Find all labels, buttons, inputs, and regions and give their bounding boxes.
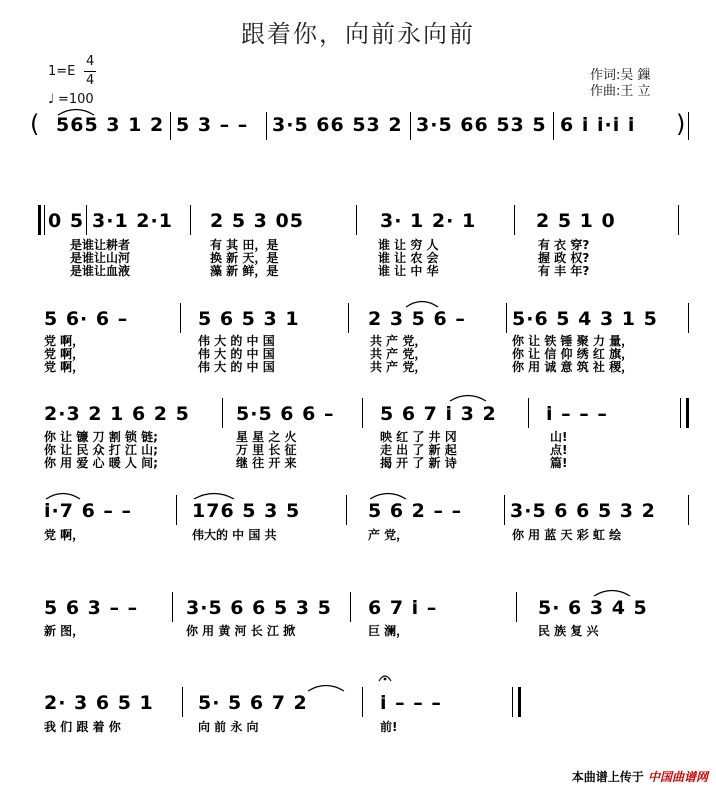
row3-lyric-1a: 你 让 镰 刀 割 锁 链; (44, 430, 158, 444)
row1-measure-4: 3· 1 2· 1 (380, 210, 477, 232)
row1-lyric-1d: 有 衣 穿? (538, 238, 590, 252)
row2-measure-1: 5 6· 6 – (44, 308, 129, 330)
slur-arc (368, 490, 408, 500)
row6-measure-3: i – – – (380, 692, 442, 714)
row5-lyric-1b: 你 用 黄 河 长 江 掀 (186, 624, 296, 638)
barline (528, 398, 529, 428)
row5-measure-3: 6 7 i – (368, 597, 438, 619)
row3-measure-3: 5 6 7 i 3 2 (380, 403, 497, 425)
row1-lyric-2c: 谁 让 农 会 (378, 251, 439, 265)
row1-lyric-3b: 藻 新 鲜，是 (210, 264, 279, 278)
row3-measure-4: i – – – (546, 403, 608, 425)
barline (346, 495, 347, 525)
row4-measure-1: i·7 6 – – (44, 500, 133, 522)
row6-measure-1: 2· 3 6 5 1 (44, 692, 154, 714)
row4-lyric-1c: 产 党， (368, 528, 409, 542)
barline (514, 205, 515, 235)
footer-text: 本曲谱上传于 (571, 770, 644, 784)
row3-lyric-3c: 揭 开 了 新 诗 (380, 456, 457, 470)
repeat-start-barline (38, 205, 41, 235)
barline (350, 592, 351, 622)
row3-lyric-2c: 走 出 了 新 起 (380, 443, 457, 457)
row2-lyric-3b: 伟 大 的 中 国 (198, 360, 275, 374)
lyricist: 作词:吴 鏁 (590, 68, 651, 83)
barline (688, 495, 689, 525)
intro-measure-1: 565 3 1 2 (56, 114, 165, 136)
upload-footer (572, 768, 708, 785)
row1-lyric-1a: 是谁让耕者 (70, 238, 131, 252)
row1-lyric-3c: 谁 让 中 华 (378, 264, 439, 278)
row3-lyric-2a: 你 让 民 众 打 江 山; (44, 443, 158, 457)
row2-measure-2: 5 6 5 3 1 (198, 308, 300, 330)
row2-lyric-1d: 你 让 铁 锤 聚 力 量， (512, 334, 634, 348)
repeat-end-barline (686, 398, 689, 428)
row1-measure-2: 3·1 2·1 (92, 210, 173, 232)
barline (182, 687, 183, 717)
row4-measure-2: 176 5 3 5 (192, 500, 301, 522)
row1-lyric-1b: 有 其 田，是 (210, 238, 279, 252)
row3-lyric-2b: 万 里 长 征 (236, 443, 297, 457)
row2-lyric-2c: 共 产 党， (370, 347, 427, 361)
row2-lyric-3d: 你 用 诚 意 筑 社 稷， (512, 360, 634, 374)
row2-lyric-2d: 你 让 信 仰 绣 红 旗， (512, 347, 634, 361)
tempo-marking: =100 (58, 92, 94, 107)
row1-lyric-2b: 换 新 天，是 (210, 251, 279, 265)
slur-arc (404, 298, 440, 308)
row1-measure-3: 2 5 3 05 (210, 210, 304, 232)
row6-lyric-1c: 前! (380, 720, 398, 734)
row6-lyric-1a: 我 们 跟 着 你 (44, 720, 121, 734)
row5-measure-4: 5· 6 3 4 5 (538, 597, 648, 619)
row4-lyric-1b: 伟大的 中 国 共 (192, 528, 277, 542)
row2-measure-4: 5·6 5 4 3 1 5 (512, 308, 658, 330)
row1-lyric-3a: 是谁让血液 (70, 264, 131, 278)
barline (44, 205, 45, 235)
row3-lyric-3d: 篇! (550, 456, 568, 470)
row2-lyric-2b: 伟 大 的 中 国 (198, 347, 275, 361)
row2-measure-3: 2 3 5 6 – (368, 308, 466, 330)
barline (362, 398, 363, 428)
barline (506, 303, 507, 333)
row6-measure-2: 5· 5 6 7 2 (198, 692, 308, 714)
row3-lyric-1c: 映 红 了 井 冈 (380, 430, 457, 444)
barline (553, 112, 554, 140)
row4-lyric-1d: 你 用 蓝 天 彩 虹 绘 (512, 528, 622, 542)
composer: 作曲:王 立 (590, 84, 651, 99)
row5-lyric-1d: 民 族 复 兴 (538, 624, 599, 638)
barline (688, 112, 689, 140)
row5-lyric-1a: 新 图， (44, 624, 85, 638)
barline (172, 592, 173, 622)
time-signature-line (84, 71, 96, 72)
row1-lyric-1c: 谁 让 穷 人 (378, 238, 439, 252)
row1-lyric-2a: 是谁让山河 (70, 251, 131, 265)
barline (180, 303, 181, 333)
barline (516, 592, 517, 622)
row1-measure-5: 2 5 1 0 (536, 210, 616, 232)
row3-lyric-3b: 继 往 开 来 (236, 456, 297, 470)
row2-lyric-1b: 伟 大 的 中 国 (198, 334, 275, 348)
row2-lyric-3c: 共 产 党， (370, 360, 427, 374)
time-signature-bottom: 4 (86, 73, 95, 88)
barline (222, 398, 223, 428)
row4-measure-3: 5 6 2 – – (368, 500, 463, 522)
row1-lyric-3d: 有 丰 年? (538, 264, 590, 278)
barline (504, 495, 505, 525)
row3-lyric-2d: 点! (550, 443, 568, 457)
barline (410, 112, 411, 140)
row2-lyric-1c: 共 产 党， (370, 334, 427, 348)
barline (190, 205, 191, 235)
slur-arc (192, 490, 236, 500)
barline (170, 112, 171, 140)
score-title: 跟着你，向前永向前 (241, 20, 475, 48)
quarter-note-icon: ♩ (48, 92, 55, 107)
intro-close-paren: ) (676, 110, 686, 138)
barline (688, 303, 689, 333)
barline (680, 398, 681, 428)
row3-lyric-3a: 你 用 爱 心 暖 人 间; (44, 456, 158, 470)
row6-lyric-1b: 向 前 永 向 (198, 720, 259, 734)
intro-measure-4: 3·5 66 53 5 (416, 114, 547, 136)
intro-measure-5: 6 i i·i i (560, 114, 636, 136)
slur-arc (448, 392, 488, 402)
barline (176, 495, 177, 525)
slur-arc (56, 106, 96, 116)
barline (678, 205, 679, 235)
barline (348, 303, 349, 333)
row1-lyric-2d: 握 政 权? (538, 251, 590, 265)
barline (512, 687, 513, 717)
row5-measure-2: 3·5 6 6 5 3 5 (186, 597, 332, 619)
row3-lyric-1d: 山! (550, 430, 568, 444)
slur-arc (592, 587, 632, 597)
intro-measure-2: 5 3 – – (176, 114, 249, 136)
intro-measure-3: 3·5 66 53 2 (272, 114, 403, 136)
fermata-icon (378, 672, 392, 682)
site-logo: 中国曲谱网 (647, 770, 708, 784)
row4-measure-4: 3·5 6 6 5 3 2 (510, 500, 656, 522)
row2-lyric-1a: 党 啊， (44, 334, 85, 348)
row5-lyric-1c: 巨 澜， (368, 624, 409, 638)
slur-arc (44, 490, 82, 500)
row2-lyric-2a: 党 啊， (44, 347, 85, 361)
row4-lyric-1a: 党 啊， (44, 528, 85, 542)
slur-arc (306, 682, 346, 692)
barline (86, 205, 87, 235)
row2-lyric-3a: 党 啊， (44, 360, 85, 374)
row3-measure-2: 5·5 6 6 – (236, 403, 335, 425)
barline (356, 205, 357, 235)
intro-open-paren: ( (30, 110, 40, 138)
row5-measure-1: 5 6 3 – – (44, 597, 139, 619)
row1-measure-1: 0 5 (48, 210, 85, 232)
final-barline (518, 687, 521, 717)
key-signature: 1=E (48, 64, 76, 79)
time-signature-top: 4 (86, 54, 95, 69)
row3-lyric-1b: 星 星 之 火 (236, 430, 297, 444)
barline (266, 112, 267, 140)
barline (362, 687, 363, 717)
row3-measure-1: 2·3 2 1 6 2 5 (44, 403, 190, 425)
